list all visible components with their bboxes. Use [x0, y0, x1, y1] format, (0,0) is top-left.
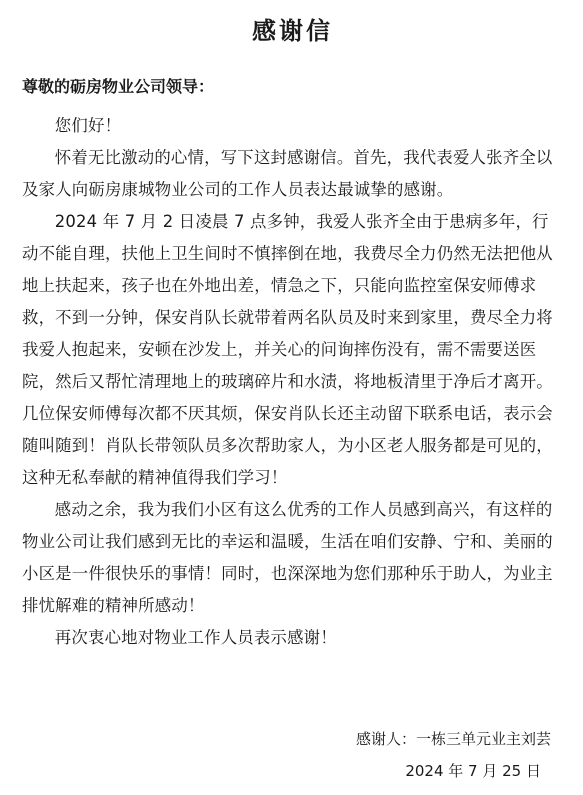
letter-paragraph-gratitude: 感动之余，我为我们小区有这么优秀的工作人员感到高兴，有这样的物业公司让我们感到无比的幸运和温暖，生活在咱们安静、宁和、美丽的小区是一件很快乐的事情！同时，也深深地为您们那种乐于助人，为业主排忧解难的精神所感动！ [22, 500, 553, 615]
letter-paragraph-incident: 2024 年 7 月 2 日凌晨 7 点多钟，我爱人张齐全由于患病多年，行动不能自理，扶他上卫生间时不慎摔倒在地，我费尽全力仍然无法把他从地上扶起来，孩子也在外地出差，情急之下，只能向监控室保安师傅求救，不到一分钟，保安肖队长就带着两名队员及时来到家里，费尽全力将我爱人抱起来，安顿在沙发上，并关心的问询摔伤没有，需不需要送医院，然后又帮忙清理地上的玻璃碎片和水渍，将地板清里于净后才离开。几位保安师傅每次都不厌其烦，保安肖队长还主动留下联系电话，表示会随叫随到！肖队长带领队员多次帮助家人，为小区老人服务都是可见的，这种无私奉献的精神值得我们学习！ [22, 212, 553, 487]
letter-date: 2024 年 7 月 25 日 [405, 762, 541, 780]
letter-signature: 感谢人：一栋三单元业主刘芸 [355, 730, 551, 748]
letter-salutation: 尊敬的砺房物业公司领导： [22, 77, 215, 96]
letter-paragraph-closing: 再次衷心地对物业工作人员表示感谢！ [54, 628, 337, 647]
letter-paragraph-intro: 怀着无比激动的心情，写下这封感谢信。首先，我代表爱人张齐全以及家人向砺房康城物业公司的工作人员表达最诚挚的感谢。 [22, 148, 553, 199]
letter-greeting: 您们好！ [54, 116, 122, 135]
letter-title: 感谢信 [252, 17, 333, 45]
